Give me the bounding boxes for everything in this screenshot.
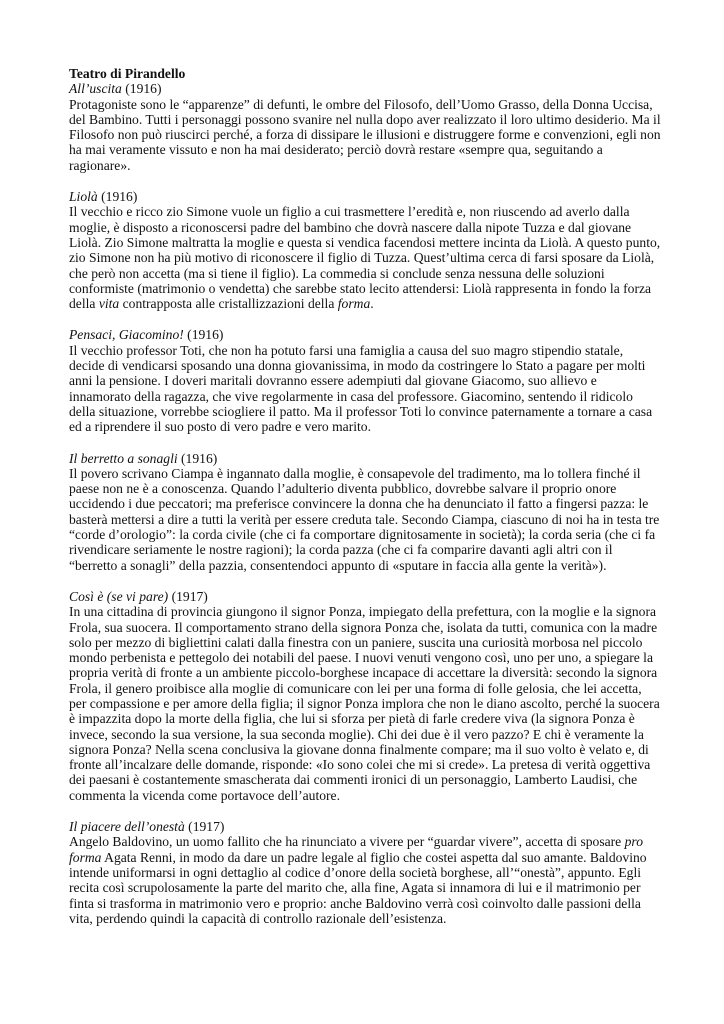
body-text: .: [370, 296, 374, 312]
section-body: [69, 834, 661, 926]
section-header: [69, 451, 661, 466]
section-body: Il vecchio professor Toti, che non ha potuto farsi una famiglia a causa del suo magro stipendio statale, decide di vendicarsi sposando una donna giovanissima, in modo da costringere lo Stato a pagare per molti anni la pensione. I doveri maritali dovranno essere adempiuti dal giovane Giacomo, suo allievo e innamorato della ragazza, che vive regolarmente in casa del professore. Giacomino, sentendo il ridicolo della situazione, vorrebbe sciogliere il patto. Ma il professor Toti lo convince paternamente a tornare a casa ed a riprendere il suo posto di vero padre e vero marito.: [69, 342, 653, 435]
work-year: (1916): [101, 189, 138, 205]
section-body: In una cittadina di provincia giungono il signor Ponza, impiegato della prefettura, con la moglie e la signora Frola, sua suocera. Il comportamento strano della signora Ponza che, isolata da tutti, comunica con la madre solo per mezzo di bigliettini calati dalla finestra con un paniere, suscita una curiosità morbosa nel piccolo mondo perbenista e pettegolo dei notabili del paese. I nuovi venuti vengono così, uno per uno, a spiegare la propria verità di fronte a un ambiente piccolo-borghese incapace di accettare la diversità: secondo la signora Frola, il genero proibisce alla moglie di comunicare con lei per una forma di folle gelosia, che lei accetta, per compassione e per amore della figlia; il signor Ponza implora che non le diano ascolto, perché la suocera è impazzita dopo la morte della figlia, che lui si sforza per pietà di farle credere viva (la signora Ponza è invece, secondo la sua versione, la sua seconda moglie). Chi dei due è il vero pazzo? E chi è veramente la signora Ponza? Nella scena conclusiva la giovane donna finalmente compare; ma il suo volto è velato e, di fronte all’incalzare delle domande, risponde: «Io sono colei che mi si crede». La pretesa di verità oggettiva dei paesani è costantemente smascherata dai commenti ironici di un personaggio, Lamberto Laudisi, che commenta la vicenda come portavoce dell’autore.: [69, 604, 660, 803]
emphasis-text: forma: [337, 296, 371, 312]
work-title: Così è (se vi pare): [69, 588, 169, 604]
work-title: Il berretto a sonagli: [69, 450, 178, 466]
section-body: [69, 204, 661, 311]
emphasis-text: pro forma: [69, 834, 644, 865]
document-page: [69, 66, 661, 942]
work-title: Il piacere dell’onestà: [69, 819, 185, 835]
section-berretto-a-sonagli: [69, 451, 661, 573]
section-body: Il povero scrivano Ciampa è ingannato dalla moglie, è consapevole del tradimento, ma lo tollera finché il paese non ne è a conoscenza. Quando l’adulterio diventa pubblico, dovrebbe salvare il proprio onore uccidendo i due peccatori; ma preferisce convincere la donna che ha denunciato il fatto a fingersi pazza: le basterà mettersi a dire a tutti la verità per essere creduta tale. Secondo Ciampa, ciascuno di noi ha in testa tre “corde d’orologio”: la corda civile (che ci fa comportare dignitosamente in società); la corda seria (che ci fa rivendicare seriamente le nostre ragioni); la corda pazza (che ci fa comparire davanti agli altri con il “berretto a sonagli” della pazzia, consentendoci appunto di «sputare in faccia alla gente la verità»).: [69, 465, 660, 573]
section-header: [69, 81, 661, 96]
emphasis-text: vita: [98, 296, 120, 312]
section-cosi-e-se-vi-pare: [69, 589, 661, 803]
section-header: [69, 327, 661, 342]
section-all-uscita: [69, 81, 661, 173]
section-pensaci-giacomino: [69, 327, 661, 434]
work-title: Liolà: [69, 189, 98, 205]
work-year: (1917): [171, 588, 208, 604]
body-text: contrapposta alle cristallizzazioni della: [119, 296, 338, 312]
document-heading: Teatro di Pirandello: [69, 66, 186, 81]
work-title: Pensaci, Giacomino!: [69, 327, 184, 343]
section-body: Protagoniste sono le “apparenze” di defunti, le ombre del Filosofo, dell’Uomo Grasso, della Donna Uccisa, del Bambino. Tutti i personaggi possono svanire nel nulla dopo aver realizzato il loro ultimo desiderio. Ma il Filosofo non può riuscirci perché, a forza di dissipare le illusioni e distruggere forme e convenzioni, egli non ha mai veramente vissuto e non ha mai desiderato; perciò dovrà restare «sempre qua, seguitando a ragionare».: [69, 96, 661, 173]
work-year: (1916): [125, 81, 162, 97]
work-year: (1917): [188, 819, 225, 835]
work-year: (1916): [187, 327, 224, 343]
work-year: (1916): [181, 450, 218, 466]
body-text: Il vecchio e ricco zio Simone vuole un figlio a cui trasmettere l’eredità e, non riuscendo ad averlo dalla moglie, è disposto a riconoscersi padre del bambino che dovrà nascere dalla nipote Tuzza e dal giovane Liolà. Zio Simone maltratta la moglie e questa si vendica facendosi mettere incinta da Liolà. A questo punto, zio Simone non ha più motivo di riconoscere il figlio di Tuzza. Quest’ultima cerca di farsi sposare da Liolà, che però non accetta (ma si tiene il figlio). La commedia si conclude senza nessuna delle soluzioni conformiste (matrimonio o vendetta) che sarebbe stato lecito attendersi: Liolà rappresenta in fondo la forza della: [69, 204, 661, 312]
section-header: [69, 189, 661, 204]
section-header: [69, 819, 661, 834]
section-liola: [69, 189, 661, 311]
body-text: Agata Renni, in modo da dare un padre legale al figlio che costei aspetta dal suo amante. Baldovino intende uniformarsi in ogni dettaglio al codice d’onore della società borghese, all’“onestà”, appunto. Egli recita così scrupolosamente la parte del marito che, alla fine, Agata si innamora di lui e il matrimonio per finta si trasforma in matrimonio vero e proprio: anche Baldovino verrà così coinvolto dalle passioni della vita, perdendo quindi la capacità di controllo razionale dell’esistenza.: [69, 849, 647, 926]
work-title: All’uscita: [69, 81, 122, 97]
section-header: [69, 589, 661, 604]
body-text: Angelo Baldovino, un uomo fallito che ha rinunciato a vivere per “guardar vivere”, accetta di sposare: [69, 834, 625, 850]
section-piacere-dell-onesta: [69, 819, 661, 926]
